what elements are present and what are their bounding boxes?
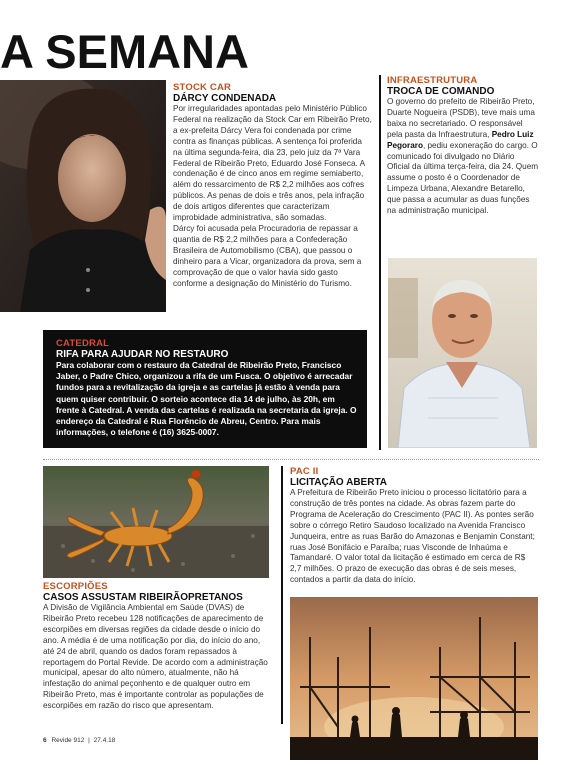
page-footer [43, 737, 115, 744]
stock-car-headline: DÁRCY CONDENADA [173, 93, 277, 104]
pac-headline: LICITAÇÃO ABERTA [290, 477, 388, 488]
photo-scorpion [43, 466, 269, 578]
column-divider-middle [281, 466, 283, 724]
escorpioes-body: A Divisão de Vigilância Ambiental em Saúde (DVAS) de Ribeirão Preto recebeu 128 notificações de aparecimento de escorpiões em diversas regiões da cidade desde o início do ano. A média é de uma notificação por dia, do início do ano, até 24 de abril, quando os dados foram repassados à reportagem do Portal Revide. De acordo com a administração municipal, apesar do alto número, atualmente, não há infestação do animal peçonhento e de qualquer outro em Ribeirão Preto, mas é importante controlar as populações de escorpiões em razão do risco que apresentam. [43, 603, 268, 711]
catedral-kicker: CATEDRAL [56, 338, 110, 349]
portrait-woman-image [0, 80, 166, 312]
infra-body [387, 97, 539, 217]
escorpioes-kicker: ESCORPIÕES [43, 581, 108, 592]
pac-body: A Prefeitura de Ribeirão Preto iniciou o processo licitatório para a construção de três pontes na cidade. As obras fazem parte do Programa de Aceleração do Crescimento (PAC II). As pontes serão sobre o córrego Retiro Saudoso localizado na Avenida Francisco Junqueira, entre as ruas Barão do Amazonas e Benjamin Constant; ruas José Bonifácio e Paraíba; ruas Visconde de Inhaúma e Tamandaré. O valor total da licitação é estimado em cerca de R$ 2,7 milhões. O prazo de execução das obras é de seis meses, contados a partir da data do início. [290, 488, 535, 585]
stock-car-kicker: STOCK CAR [173, 82, 232, 93]
issue-date: 27.4.18 [93, 737, 116, 744]
infra-body-part2: , pediu exoneração do cargo. O comunicado foi divulgado no Diário Oficial da última terça-feira, dia 24. Quem assume o posto é o Coordenador de Limpeza Urbana, Alexandre Betarello, que passa a acumular as duas funções na administração municipal. [387, 140, 539, 216]
section-separator [43, 459, 539, 460]
catedral-headline: RIFA PARA AJUDAR NO RESTAURO [56, 349, 229, 360]
photo-construction [290, 597, 538, 760]
stock-car-body-2: Dárcy foi acusada pela Procuradoria de repassar a quantia de R$ 2,2 milhões para a Confederação Brasileira de Automobilismo (CBA), que passou o dinheiro para a Vicar, organizadora da prova, sem a comprovação de que o valor havia sido gasto conforme a designação do Ministério do Turismo. [173, 223, 362, 288]
infra-body-part1: O governo do prefeito de Ribeirão Preto, Duarte Nogueira (PSDB), teve mais uma baixa no secretariado. O responsável pela pasta da Infraestrutura, [387, 97, 535, 139]
scorpion-image [43, 466, 269, 578]
infra-kicker: INFRAESTRUTURA [387, 75, 478, 86]
portrait-man-image [388, 258, 537, 448]
construction-sunset-image [290, 597, 538, 760]
pac-kicker: PAC II [290, 466, 319, 477]
stock-car-body: Por irregularidades apontadas pelo Ministério Público Federal na realização da Stock Car em Ribeirão Preto, a ex-prefeita Dárcy Vera foi condenada por crime contra as finanças públicas. A sentença foi proferida na última segunda-feira, dia 23, pelo juiz da 7ª Vara Federal de Ribeirão Preto, Eduardo José Fonseca. A condenação é de cinco anos em regime semiaberto, além do ressarcimento de R$ 2,2 milhões aos cofres públicos. As penas de dois e três anos, pela infração de dois artigos diferentes que caracterizam improbidade administrativa, são somadas. [173, 104, 372, 223]
infra-name: Pedro Luiz Pegoraro [387, 129, 534, 150]
photo-darcy-vera [0, 80, 166, 312]
page-number: 6 [43, 737, 47, 744]
catedral-box [43, 330, 367, 448]
column-divider-right [379, 75, 381, 450]
photo-pedro-pegoraro [388, 258, 537, 448]
section-title: A SEMANA [0, 25, 249, 78]
magazine-name: Revide 912 [51, 737, 85, 744]
footer-separator: | [88, 737, 90, 744]
catedral-body: Para colaborar com o restauro da Catedral de Ribeirão Preto, Francisco Jaber, o Padre Chico, organizou a rifa de um Fusca. O objetivo é arrecadar fundos para a revitalização da igreja e as cartelas já estão à venda para quem quiser contribuir. O sorteio acontece dia 14 de julho, às 20h, em frente à Catedral. A venda das cartelas é realizada na secretaria da igreja. O endereço da Catedral é Rua Florêncio de Abreu, Centro. Para mais informações, o telefone é (16) 3625-0007. [56, 360, 357, 438]
escorpioes-headline: CASOS ASSUSTAM RIBEIRÃOPRETANOS [43, 592, 243, 603]
infra-headline: TROCA DE COMANDO [387, 86, 495, 97]
